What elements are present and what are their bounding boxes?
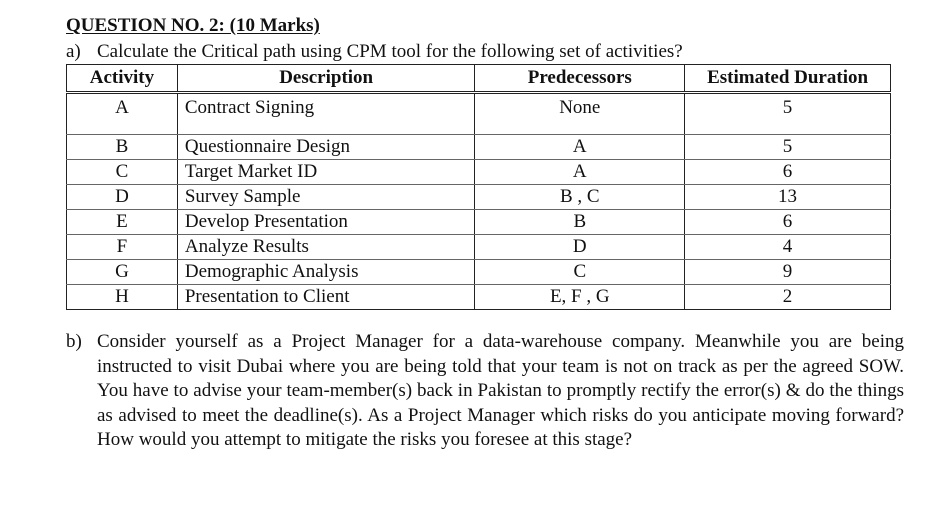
header-description: Description [177, 65, 475, 93]
activity-cell: F [67, 235, 178, 260]
part-b-question [66, 330, 904, 453]
description-cell: Survey Sample [177, 185, 475, 210]
description-cell: Target Market ID [177, 160, 475, 185]
duration-cell: 5 [685, 135, 891, 160]
table-row [67, 160, 891, 185]
activity-cell: A [67, 93, 178, 135]
table-row [67, 260, 891, 285]
predecessors-cell: D [475, 235, 685, 260]
duration-cell: 6 [685, 210, 891, 235]
header-estimated-duration: Estimated Duration [685, 65, 891, 93]
duration-cell: 9 [685, 260, 891, 285]
part-a-text: Calculate the Critical path using CPM tool for the following set of activities? [97, 41, 683, 62]
part-a-question [66, 41, 683, 63]
duration-cell: 13 [685, 185, 891, 210]
description-cell: Presentation to Client [177, 285, 475, 310]
description-cell: Contract Signing [177, 93, 475, 135]
header-predecessors: Predecessors [475, 65, 685, 93]
activity-cell: H [67, 285, 178, 310]
question-heading: QUESTION NO. 2: (10 Marks) [66, 15, 320, 36]
duration-cell: 4 [685, 235, 891, 260]
activity-cell: D [67, 185, 178, 210]
duration-cell: 5 [685, 93, 891, 135]
activity-cell: B [67, 135, 178, 160]
predecessors-cell: None [475, 93, 685, 135]
predecessors-cell: B [475, 210, 685, 235]
predecessors-cell: E, F , G [475, 285, 685, 310]
predecessors-cell: B , C [475, 185, 685, 210]
part-b-text: Consider yourself as a Project Manager for a data-warehouse company. Meanwhile you are being instructed to visit Dubai where you are being told that your team is not on track as per the agreed SOW. You have to advise your team-member(s) back in Pakistan to promptly rectify the error(s) & do the things as advised to meet the deadline(s). As a Project Manager which risks do you anticipate moving forward? How would you attempt to mitigate the risks you foresee at this stage? [97, 331, 904, 450]
table-row [67, 93, 891, 135]
description-cell: Develop Presentation [177, 210, 475, 235]
duration-cell: 6 [685, 160, 891, 185]
table-row [67, 185, 891, 210]
description-cell: Questionnaire Design [177, 135, 475, 160]
predecessors-cell: A [475, 135, 685, 160]
activity-cell: G [67, 260, 178, 285]
table-row [67, 210, 891, 235]
table-row [67, 135, 891, 160]
activity-cell: E [67, 210, 178, 235]
table-row [67, 285, 891, 310]
predecessors-cell: A [475, 160, 685, 185]
part-a-marker: a) [66, 41, 81, 62]
duration-cell: 2 [685, 285, 891, 310]
activities-table [66, 64, 891, 310]
table-header-row [67, 65, 891, 93]
predecessors-cell: C [475, 260, 685, 285]
part-b-marker: b) [66, 331, 82, 352]
table-row [67, 235, 891, 260]
activity-cell: C [67, 160, 178, 185]
header-activity: Activity [67, 65, 178, 93]
description-cell: Demographic Analysis [177, 260, 475, 285]
description-cell: Analyze Results [177, 235, 475, 260]
